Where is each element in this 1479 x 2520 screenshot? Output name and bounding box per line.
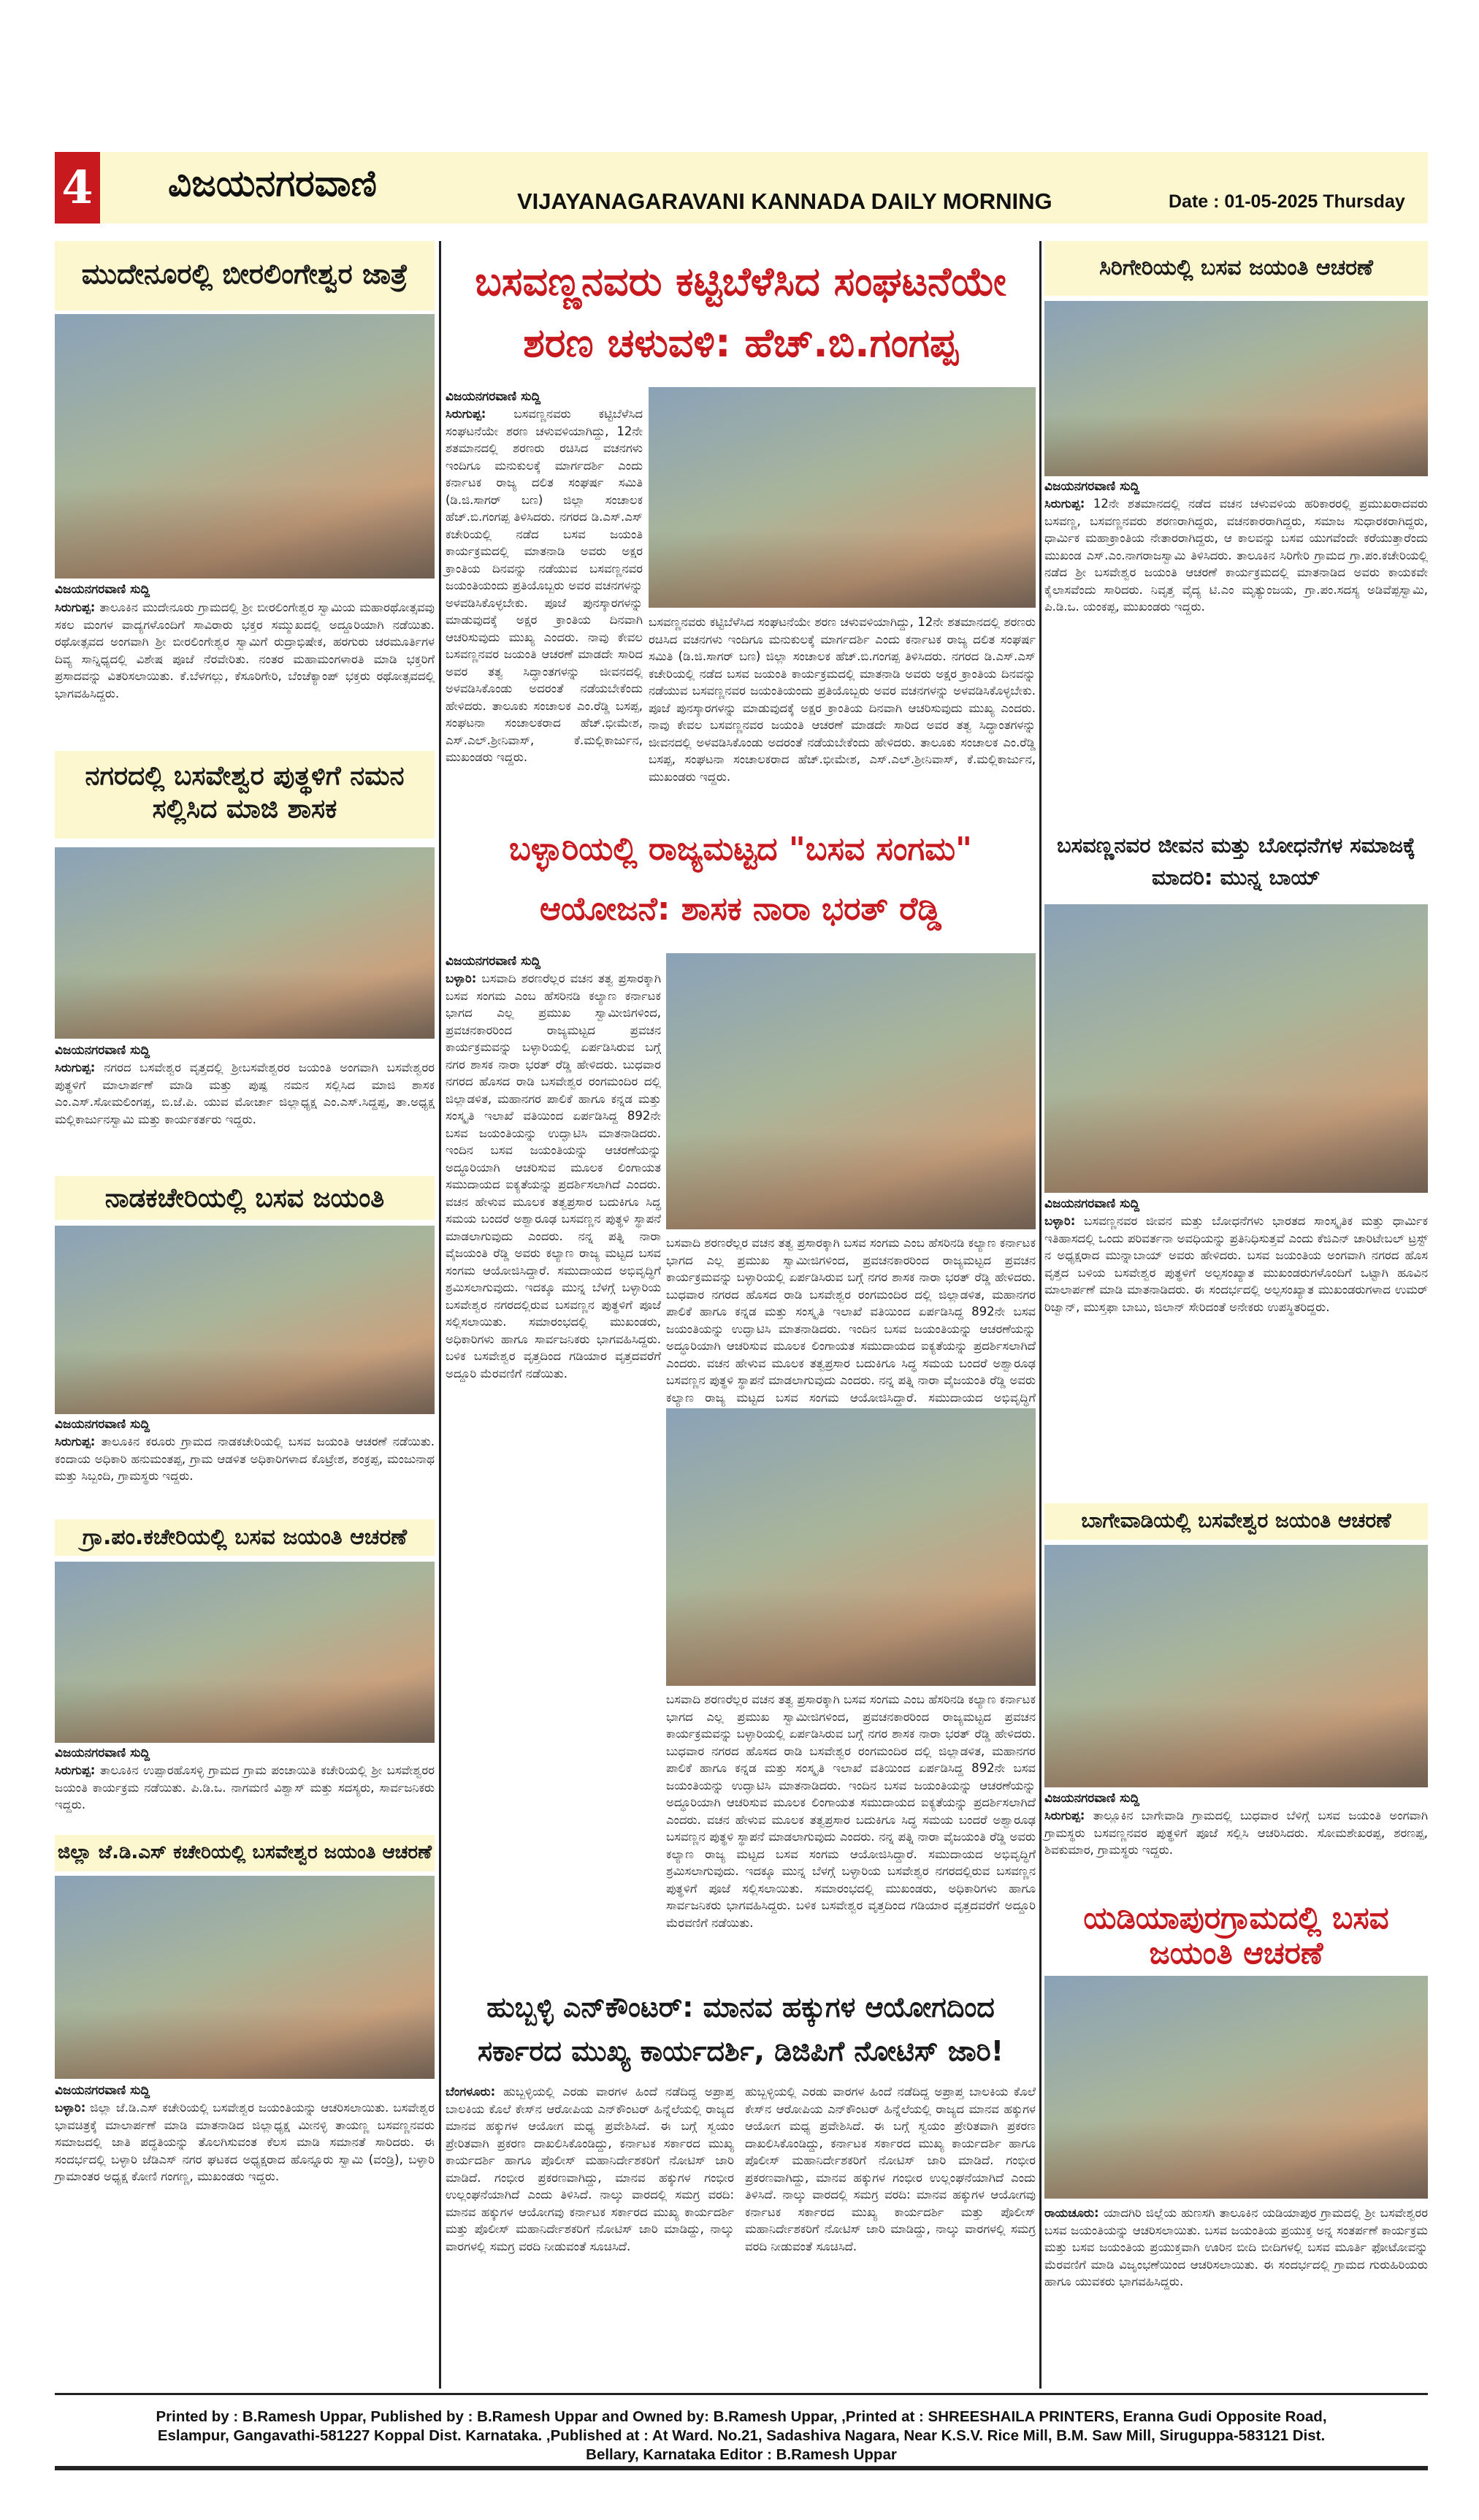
headline-sirigeri-celebration: ಸಿರಿಗೇರಿಯಲ್ಲಿ ಬಸವ ಜಯಂತಿ ಆಚರಣೆ — [1044, 241, 1428, 296]
article-munna-bhai — [1044, 1213, 1428, 1499]
dateline: ಸಿರುಗುಪ್ಪ: — [55, 1763, 96, 1777]
article-body: ಜಿಲ್ಲಾ ಜೆ.ಡಿ.ಎಸ್ ಕಚೇರಿಯಲ್ಲಿ ಬಸವೇಶ್ವರ ಜಯಂತಿಯನ್ನು ಆಚರಿಸಲಾಯಿತು. ಬಸವೇಶ್ವರ ಭಾವಚಿತ್ರಕ್ಕೆ ಮಾಲಾರ್ಪಣೆ ಮಾಡಿ ಮಾತನಾಡಿದ ಜಿಲ್ಲಾಧ್ಯಕ್ಷ ಮೀನಳ್ಳಿ ತಾಯಣ್ಣ ಬಸವಣ್ಣನವರು ಸಮಾಜದಲ್ಲಿ ಜಾತಿ ಪದ್ಧತಿಯನ್ನು ತೊಲಗಿಸುವಂತ ಕೆಲಸ ಮಾಡಿ ಸಮಾನತೆ ಸಾರಿದರು. ಈ ಸಂದರ್ಭದಲ್ಲಿ ಬಳ್ಳಾರಿ ಜೆಡಿಎಸ್ ನಗರ ಘಟಕದ ಅಧ್ಯಕ್ಷರಾದ ಹೊನ್ನೂರು ಸ್ವಾಮಿ (ವಂಡ್ರಿ), ಬಳ್ಳಾರಿ ಗ್ರಾಮಾಂತರ ಅಧ್ಯಕ್ಷ ಕೋಣಿ ಗಂಗಣ್ಣ, ಮುಖಂಡರು ಇದ್ದರು. — [55, 2101, 435, 2183]
headline-munna-bhai: ಬಸವಣ್ಣನವರ ಜೀವನ ಮತ್ತು ಬೋಧನೆಗಳ ಸಮಾಜಕ್ಕೆ ಮಾದರಿ: ಮುನ್ನ ಬಾಯ್ — [1044, 822, 1428, 902]
photo-mla-bharat-reddy-garlanding — [666, 953, 1036, 1229]
byline: ವಿಜಯನಗರವಾಣಿ ಸುದ್ದಿ — [446, 954, 541, 969]
footer-rule-top — [55, 2393, 1428, 2395]
dateline: ಬೆಂಗಳೂರು: — [446, 2085, 496, 2099]
byline: ವಿಜಯನಗರವಾಣಿ ಸುದ್ದಿ — [1044, 1791, 1140, 1806]
dateline: ಬಳ್ಳಾರಿ: — [55, 2101, 86, 2115]
photo-procession-drums — [666, 1408, 1036, 1686]
article-body: ತಾಲೂಕಿನ ಮುದೇನೂರು ಗ್ರಾಮದಲ್ಲಿ ಶ್ರೀ ಬೀರಲಿಂಗೇಶ್ವರ ಸ್ವಾಮಿಯ ಮಹಾರಥೋತ್ಸವವು ಸಕಲ ಮಂಗಳ ವಾದ್ಯಗಳೊಂದಿಗೆ ಸಾವಿರಾರು ಭಕ್ತರ ಸಮ್ಮುಖದಲ್ಲಿ ಅದ್ದೂರಿಯಾಗಿ ನಡೆಯಿತು. ರಥೋತ್ಸವದ ಅಂಗವಾಗಿ ಶ್ರೀ ಬೀರಲಿಂಗೇಶ್ವರ ಸ್ವಾಮಿಗೆ ರುದ್ರಾಭಿಷೇಕ, ಹರಗುರು ಚರಮೂರ್ತಿಗಳ ದಿವ್ಯ ಸಾನ್ನಿಧ್ಯದಲ್ಲಿ ವಿಶೇಷ ಪೂಜೆ ನೆರವೇರಿತು. ನಂತರ ಮಹಾಮಂಗಳಾರತಿ ಮಾಡಿ ಭಕ್ತರಿಗೆ ಪ್ರಸಾದವನ್ನು ವಿತರಿಸಲಾಯಿತು. ಕೆ.ಬೆಳಗಲ್ಲು, ಕೆಸೂರಿಗೇರಿ, ಬೆಂಚೆಕ್ಯಾಂಪ್ ಭಕ್ತರು ರಥೋತ್ಸವದಲ್ಲಿ ಭಾಗವಹಿಸಿದ್ದರು. — [55, 600, 435, 700]
headline-bagewadi-celebration: ಬಾಗೇವಾಡಿಯಲ್ಲಿ ಬಸವೇಶ್ವರ ಜಯಂತಿ ಆಚರಣೆ — [1044, 1503, 1428, 1540]
headline-nadakacheri-basava-jayanti: ನಾಡಕಚೇರಿಯಲ್ಲಿ ಬಸವ ಜಯಂತಿ — [55, 1176, 435, 1220]
article-basava-sangama-right — [666, 1691, 1036, 1963]
dateline: ಸಿರುಗುಪ್ಪ: — [446, 407, 486, 421]
dateline: ಸಿರುಗುಪ್ಪ: — [1044, 1809, 1085, 1822]
article-nadakacheri-basava-jayanti — [55, 1433, 435, 1513]
article-body: ಹುಬ್ಬಳ್ಳಿಯಲ್ಲಿ ಎರಡು ವಾರಗಳ ಹಿಂದೆ ನಡೆದಿದ್ದ ಅಪ್ರಾಪ್ತ ಬಾಲಕಿಯ ಕೊಲೆ ಕೇಸ್‌ನ ಆರೋಪಿಯ ಎನ್‌ಕೌಂಟರ್ ಹಿನ್ನೆಲೆಯಲ್ಲಿ ರಾಜ್ಯದ ಮಾನವ ಹಕ್ಕುಗಳ ಆಯೋಗ ಮಧ್ಯ ಪ್ರವೇಶಿಸಿದೆ. ಈ ಬಗ್ಗೆ ಸ್ವಯಂ ಪ್ರೇರಿತವಾಗಿ ಪ್ರಕರಣ ದಾಖಲಿಸಿಕೊಂಡಿದ್ದು, ಕರ್ನಾಟಕ ಸರ್ಕಾರದ ಮುಖ್ಯ ಕಾರ್ಯದರ್ಶಿ ಹಾಗೂ ಪೊಲೀಸ್ ಮಹಾನಿರ್ದೇಶಕರಿಗೆ ನೋಟಿಸ್ ಜಾರಿ ಮಾಡಿದೆ. ಗಂಭೀರ ಪ್ರಕರಣವಾಗಿದ್ದು, ಮಾನವ ಹಕ್ಕುಗಳ ಗಂಭೀರ ಉಲ್ಲಂಘನೆಯಾಗಿದೆ ಎಂದು ತಿಳಿಸಿದೆ. ನಾಲ್ಕು ವಾರದಲ್ಲಿ ಸಮಗ್ರ ವರದಿ: ಮಾನವ ಹಕ್ಕುಗಳ ಆಯೋಗವು ಕರ್ನಾಟಕ ಸರ್ಕಾರದ ಮುಖ್ಯ ಕಾರ್ಯದರ್ಶಿ ಮತ್ತು ಪೊಲೀಸ್ ಮಹಾನಿರ್ದೇಶಕರಿಗೆ ನೋಟಿಸ್ ಜಾರಿ ಮಾಡಿದ್ದು, ನಾಲ್ಕು ವಾರಗಳಲ್ಲಿ ಸಮಗ್ರ ವರದಿ ನೀಡುವಂತೆ ಸೂಚಿಸಿದೆ. — [446, 2085, 735, 2253]
imprint-line-2: Eslampur, Gangavathi-581227 Koppal Dist. Karnataka. ,Published at : At Ward. No.21, Sadashiva Nagara, Near K.S.V. Rice Mill, B.M. Saw Mill, Siruguppa-583121 Dist. — [157, 2427, 1326, 2444]
byline: ವಿಜಯನಗರವಾಣಿ ಸುದ್ದಿ — [55, 1746, 150, 1760]
dateline: ಸಿರುಗುಪ್ಪ: — [55, 1061, 96, 1074]
article-body-continued: ಬಸವಾದಿ ಶರಣರೆಲ್ಲರ ವಚನ ತತ್ವ ಪ್ರಸಾರಕ್ಕಾಗಿ ಬಸವ ಸಂಗಮ ಎಂಬ ಹೆಸರಿನಡಿ ಕಲ್ಯಾಣ ಕರ್ನಾಟಕ ಭಾಗದ ಎಲ್ಲ ಪ್ರಮುಖ ಸ್ವಾಮೀಜಿಗಳಿಂದ, ಪ್ರವಚನಕಾರರಿಂದ ರಾಜ್ಯಮಟ್ಟದ ಪ್ರವಚನ ಕಾರ್ಯಕ್ರಮವನ್ನು ಬಳ್ಳಾರಿಯಲ್ಲಿ ಏರ್ಪಡಿಸಿರುವ ಬಗ್ಗೆ ನಗರ ಶಾಸಕ ನಾರಾ ಭರತ್ ರೆಡ್ಡಿ ಹೇಳಿದರು. ಬುಧವಾರ ನಗರದ ಹೊಸದ ರಾಡಿ ಬಸವೇಶ್ವರ ರಂಗಮಂದಿರ ದಲ್ಲಿ ಜಿಲ್ಲಾಡಳಿತ, ಮಹಾನಗರ ಪಾಲಿಕೆ ಹಾಗೂ ಕನ್ನಡ ಮತ್ತು ಸಂಸ್ಕೃತಿ ಇಲಾಖೆ ವತಿಯಿಂದ ಏರ್ಪಡಿಸಿದ್ದ 892ನೇ ಬಸವ ಜಯಂತಿಯನ್ನು ಉದ್ಘಾಟಿಸಿ ಮಾತನಾಡಿದರು. ಇಂದಿನ ಬಸವ ಜಯಂತಿಯನ್ನು ಆಚರಣೆಯನ್ನು ಅದ್ಧೂರಿಯಾಗಿ ಆಚರಿಸುವ ಮೂಲಕ ಲಿಂಗಾಯತ ಸಮುದಾಯದ ಐಕ್ಯತೆಯನ್ನು ಪ್ರದರ್ಶಿಸಲಾಗಿದೆ ಎಂದರು. ವಚನ ಹೇಳುವ ಮೂಲಕ ತತ್ವಪ್ರಸಾರ ಬದುಕಿಗೂ ಸಿದ್ಧ ಸಮಯ ಬಂದರೆ ಅಶ್ವಾರೂಢ ಬಸವಣ್ಣನ ಪುತ್ಥಳಿ ಸ್ಥಾಪನೆ ಮಾಡಲಾಗುವುದು ಎಂದರು. ನನ್ನ ಪತ್ನಿ ನಾರಾ ವೈಜಯಂತಿ ರೆಡ್ಡಿ ಅವರು ಕಲ್ಯಾಣ ರಾಜ್ಯ ಮಟ್ಟದ ಬಸವ ಸಂಗಮ ಆಯೋಜಿಸಿದ್ದಾರೆ. ಸಮುದಾಯದ ಅಭಿವೃದ್ಧಿಗೆ ಶ್ರಮಿಸಲಾಗುವುದು. ಇದಕ್ಕೂ ಮುನ್ನ ಬೆಳಗ್ಗೆ ಬಳ್ಳಾರಿಯ ಬಸವೇಶ್ವರ ನಗರದಲ್ಲಿರುವ ಬಸವಣ್ಣನ ಪುತ್ಥಳಿಗೆ ಪೂಜೆ ಸಲ್ಲಿಸಲಾಯಿತು. ಸಮಾರಂಭದಲ್ಲಿ ಮುಖಂಡರು, ಅಧಿಕಾರಿಗಳು ಹಾಗೂ ಸಾರ್ವಜನಿಕರು ಭಾಗವಹಿಸಿದ್ದರು. ಬಳಿಕ ಬಸವೇಶ್ವರ ವೃತ್ತದಿಂದ ಗಡಿಯಾರ ವೃತ್ತದವರೆಗೆ ಅದ್ದೂರಿ ಮೆರವಣಿಗೆ ನಡೆಯಿತು. — [666, 1692, 1036, 1930]
article-grama-panchayat-celebration — [55, 1762, 435, 1831]
article-basava-sangama-left — [446, 970, 661, 1963]
column-rule-right — [1039, 241, 1042, 2389]
article-body-continued: ಹುಬ್ಬಳ್ಳಿಯಲ್ಲಿ ಎರಡು ವಾರಗಳ ಹಿಂದೆ ನಡೆದಿದ್ದ ಅಪ್ರಾಪ್ತ ಬಾಲಕಿಯ ಕೊಲೆ ಕೇಸ್‌ನ ಆರೋಪಿಯ ಎನ್‌ಕೌಂಟರ್ ಹಿನ್ನೆಲೆಯಲ್ಲಿ ರಾಜ್ಯದ ಮಾನವ ಹಕ್ಕುಗಳ ಆಯೋಗ ಮಧ್ಯ ಪ್ರವೇಶಿಸಿದೆ. ಈ ಬಗ್ಗೆ ಸ್ವಯಂ ಪ್ರೇರಿತವಾಗಿ ಪ್ರಕರಣ ದಾಖಲಿಸಿಕೊಂಡಿದ್ದು, ಕರ್ನಾಟಕ ಸರ್ಕಾರದ ಮುಖ್ಯ ಕಾರ್ಯದರ್ಶಿ ಹಾಗೂ ಪೊಲೀಸ್ ಮಹಾನಿರ್ದೇಶಕರಿಗೆ ನೋಟಿಸ್ ಜಾರಿ ಮಾಡಿದೆ. ಗಂಭೀರ ಪ್ರಕರಣವಾಗಿದ್ದು, ಮಾನವ ಹಕ್ಕುಗಳ ಗಂಭೀರ ಉಲ್ಲಂಘನೆಯಾಗಿದೆ ಎಂದು ತಿಳಿಸಿದೆ. ನಾಲ್ಕು ವಾರದಲ್ಲಿ ಸಮಗ್ರ ವರದಿ: ಮಾನವ ಹಕ್ಕುಗಳ ಆಯೋಗವು ಕರ್ನಾಟಕ ಸರ್ಕಾರದ ಮುಖ್ಯ ಕಾರ್ಯದರ್ಶಿ ಮತ್ತು ಪೊಲೀಸ್ ಮಹಾನಿರ್ದೇಶಕರಿಗೆ ನೋಟಿಸ್ ಜಾರಿ ಮಾಡಿದ್ದು, ನಾಲ್ಕು ವಾರಗಳಲ್ಲಿ ಸಮಗ್ರ ವರದಿ ನೀಡುವಂತೆ ಸೂಚಿಸಿದೆ. — [745, 2085, 1036, 2253]
headline-sharana-movement: ಬಸವಣ್ಣನವರು ಕಟ್ಟಿಬೆಳೆಸಿದ ಸಂಘಟನೆಯೇ ಶರಣ ಚಳುವಳಿ: ಹೆಚ್.ಬಿ.ಗಂಗಪ್ಪ — [446, 241, 1036, 383]
article-sharana-movement-right — [649, 614, 1036, 803]
masthead-title-english: VIJAYANAGARAVANI KANNADA DAILY MORNING — [517, 188, 1052, 214]
dateline: ಸಿರುಗುಪ್ಪ: — [55, 1435, 96, 1448]
article-body: ತಾಲ್ಲೂಕಿನ ಬಾಗೇವಾಡಿ ಗ್ರಾಮದಲ್ಲಿ ಬುಧವಾರ ಬೆಳಿಗ್ಗೆ ಬಸವ ಜಯಂತಿ ಅಂಗವಾಗಿ ಗ್ರಾಮಸ್ಥರು ಬಸವಣ್ಣನವರ ಪುತ್ಥಳಿಗೆ ಪೂಜೆ ಸಲ್ಲಿಸಿ ಆಚರಿಸಿದರು. ಸೋಮಶೇಖರಪ್ಪ, ಶರಣಪ್ಪ, ಶಿವಕುಮಾರ, ಗ್ರಾಮಸ್ಥರು ಇದ್ದರು. — [1044, 1809, 1428, 1857]
dateline: ಬಳ್ಳಾರಿ: — [1044, 1214, 1076, 1228]
byline: ವಿಜಯನಗರವಾಣಿ ಸುದ್ದಿ — [55, 2083, 150, 2098]
photo-grama-panchayat-event — [55, 1562, 435, 1743]
article-hubballi-encounter-right — [745, 2083, 1036, 2384]
article-bagewadi-celebration — [1044, 1807, 1428, 1893]
photo-sirigeri-group — [1044, 301, 1428, 476]
article-body: ಯಾದಗಿರಿ ಜಿಲ್ಲೆಯ ಹುಣಸಗಿ ತಾಲೂಕಿನ ಯಡಿಯಾಪುರ ಗ್ರಾಮದಲ್ಲಿ ಶ್ರೀ ಬಸವೇಶ್ವರರ ಬಸವ ಜಯಂತಿಯನ್ನು ಆಚರಿಸಲಾಯಿತು. ಬಸವ ಜಯಂತಿಯ ಪ್ರಯುಕ್ತ ಅನ್ನ ಸಂತರ್ಪಣೆ ಕಾರ್ಯಕ್ರಮ ಮತ್ತು ಬಸವ ಜಯಂತಿಯ ಪ್ರಯುಕ್ತವಾಗಿ ಊರಿನ ಬೀದಿ ಬೀದಿಗಳಲ್ಲಿ ಬಸವ ಮೂರ್ತಿ ಫೋಟೋವನ್ನು ಮೆರವಣಿಗೆ ಮಾಡಿ ವಿಜೃಂಭಣೆಯಿಂದ ಆಚರಿಸಲಾಯಿತು. ಈ ಸಂದರ್ಭದಲ್ಲಿ ಗ್ರಾಮದ ಗುರುಹಿರಿಯರು ಹಾಗೂ ಯುವಕರು ಭಾಗವಹಿಸಿದ್ದರು. — [1044, 2206, 1429, 2288]
article-body: ಬಸವಾದಿ ಶರಣರೆಲ್ಲರ ವಚನ ತತ್ವ ಪ್ರಸಾರಕ್ಕಾಗಿ ಬಸವ ಸಂಗಮ ಎಂಬ ಹೆಸರಿನಡಿ ಕಲ್ಯಾಣ ಕರ್ನಾಟಕ ಭಾಗದ ಎಲ್ಲ ಪ್ರಮುಖ ಸ್ವಾಮೀಜಿಗಳಿಂದ, ಪ್ರವಚನಕಾರರಿಂದ ರಾಜ್ಯಮಟ್ಟದ ಪ್ರವಚನ ಕಾರ್ಯಕ್ರಮವನ್ನು ಬಳ್ಳಾರಿಯಲ್ಲಿ ಏರ್ಪಡಿಸಿರುವ ಬಗ್ಗೆ ನಗರ ಶಾಸಕ ನಾರಾ ಭರತ್ ರೆಡ್ಡಿ ಹೇಳಿದರು. ಬುಧವಾರ ನಗರದ ಹೊಸದ ರಾಡಿ ಬಸವೇಶ್ವರ ರಂಗಮಂದಿರ ದಲ್ಲಿ ಜಿಲ್ಲಾಡಳಿತ, ಮಹಾನಗರ ಪಾಲಿಕೆ ಹಾಗೂ ಕನ್ನಡ ಮತ್ತು ಸಂಸ್ಕೃತಿ ಇಲಾಖೆ ವತಿಯಿಂದ ಏರ್ಪಡಿಸಿದ್ದ 892ನೇ ಬಸವ ಜಯಂತಿಯನ್ನು ಉದ್ಘಾಟಿಸಿ ಮಾತನಾಡಿದರು. ಇಂದಿನ ಬಸವ ಜಯಂತಿಯನ್ನು ಆಚರಣೆಯನ್ನು ಅದ್ಧೂರಿಯಾಗಿ ಆಚರಿಸುವ ಮೂಲಕ ಲಿಂಗಾಯತ ಸಮುದಾಯದ ಐಕ್ಯತೆಯನ್ನು ಪ್ರದರ್ಶಿಸಲಾಗಿದೆ ಎಂದರು. ವಚನ ಹೇಳುವ ಮೂಲಕ ತತ್ವಪ್ರಸಾರ ಬದುಕಿಗೂ ಸಿದ್ಧ ಸಮಯ ಬಂದರೆ ಅಶ್ವಾರೂಢ ಬಸವಣ್ಣನ ಪುತ್ಥಳಿ ಸ್ಥಾಪನೆ ಮಾಡಲಾಗುವುದು ಎಂದರು. ನನ್ನ ಪತ್ನಿ ನಾರಾ ವೈಜಯಂತಿ ರೆಡ್ಡಿ ಅವರು ಕಲ್ಯಾಣ ರಾಜ್ಯ ಮಟ್ಟದ ಬಸವ ಸಂಗಮ ಆಯೋಜಿಸಿದ್ದಾರೆ. ಸಮುದಾಯದ ಅಭಿವೃದ್ಧಿಗೆ ಶ್ರಮಿಸಲಾಗುವುದು. ಇದಕ್ಕೂ ಮುನ್ನ ಬೆಳಗ್ಗೆ ಬಳ್ಳಾರಿಯ ಬಸವೇಶ್ವರ ನಗರದಲ್ಲಿರುವ ಬಸವಣ್ಣನ ಪುತ್ಥಳಿಗೆ ಪೂಜೆ ಸಲ್ಲಿಸಲಾಯಿತು. ಸಮಾರಂಭದಲ್ಲಿ ಮುಖಂಡರು, ಅಧಿಕಾರಿಗಳು ಹಾಗೂ ಸಾರ್ವಜನಿಕರು ಭಾಗವಹಿಸಿದ್ದರು. ಬಳಿಕ ಬಸವೇಶ್ವರ ವೃತ್ತದಿಂದ ಗಡಿಯಾರ ವೃತ್ತದವರೆಗೆ ಅದ್ದೂರಿ ಮೆರವಣಿಗೆ ನಡೆಯಿತು. — [446, 971, 661, 1381]
column-rule-left — [439, 241, 441, 2389]
imprint-line-3: Bellary, Karnataka Editor : B.Ramesh Uppar — [586, 2446, 897, 2463]
footer-rule-bottom — [55, 2466, 1428, 2470]
article-hubballi-encounter-left — [446, 2083, 734, 2384]
article-sirigeri-celebration — [1044, 495, 1428, 817]
article-yadiyapura-celebration — [1044, 2204, 1428, 2384]
byline: ವಿಜಯನಗರವಾಣಿ ಸುದ್ದಿ — [1044, 479, 1140, 494]
photo-jds-office-event — [55, 1876, 435, 2079]
article-body: ಬಸವಣ್ಣನವರು ಕಟ್ಟಿಬೆಳೆಸಿದ ಸಂಘಟನೆಯೇ ಶರಣ ಚಳುವಳಿಯಾಗಿದ್ದು, 12ನೇ ಶತಮಾನದಲ್ಲಿ ಶರಣರು ರಚಿಸಿದ ವಚನಗಳು ಇಂದಿಗೂ ಮನುಕುಲಕ್ಕೆ ಮಾರ್ಗದರ್ಶಿ ಎಂದು ಕರ್ನಾಟಕ ರಾಜ್ಯ ದಲಿತ ಸಂಘರ್ಷ ಸಮಿತಿ (ಡಿ.ಜಿ.ಸಾಗರ್ ಬಣ) ಜಿಲ್ಲಾ ಸಂಚಾಲಕ ಹೆಚ್.ಬಿ.ಗಂಗಪ್ಪ ತಿಳಿಸಿದರು. ನಗರದ ಡಿ.ಎಸ್.ಎಸ್ ಕಚೇರಿಯಲ್ಲಿ ನಡೆದ ಬಸವ ಜಯಂತಿ ಕಾರ್ಯಕ್ರಮದಲ್ಲಿ ಮಾತನಾಡಿ ಅವರು ಅಕ್ಷರ ಕ್ರಾಂತಿಯ ದಿನವನ್ನು ನಡೆಯುವ ಬಸವಣ್ಣನವರ ಜಯಂತಿಯಂದು ಪ್ರತಿಯೊಬ್ಬರು ಅವರ ವಚನಗಳನ್ನು ಅಳವಡಿಸಿಕೊಳ್ಳಬೇಕು. ಪೂಜೆ ಪುನಸ್ಕಾರಗಳನ್ನು ಮಾಡುವುದಕ್ಕೆ ಅಕ್ಷರ ಕ್ರಾಂತಿಯ ದಿನವಾಗಿ ಆಚರಿಸುವುದು ಮುಖ್ಯ ಎಂದರು. ನಾವು ಕೇವಲ ಬಸವಣ್ಣನವರ ಜಯಂತಿ ಆಚರಣೆ ಮಾಡದೇ ಸಾರಿದ ಅವರ ತತ್ವ ಸಿದ್ಧಾಂತಗಳನ್ನು ಜೀವನದಲ್ಲಿ ಅಳವಡಿಸಿಕೊಂಡು ಅದರಂತೆ ನಡೆಯಬೇಕೆಂದು ಹೇಳಿದರು. ತಾಲೂಕು ಸಂಚಾಲಕ ಎಂ.ರೆಡ್ಡಿ ಬಸಪ್ಪ, ಸಂಘಟನಾ ಸಂಚಾಲಕರಾದ ಹೆಚ್.ಭೀಮೇಶ, ಎಸ್.ಎಲ್.ಶ್ರೀನಿವಾಸ್, ಕೆ.ಮಲ್ಲಿಕಾರ್ಜುನ, ಮುಖಂಡರು ಇದ್ದರು. — [446, 407, 643, 764]
photo-munna-bhai-statue-tribute — [1044, 904, 1428, 1193]
article-former-mla-tribute — [55, 1059, 435, 1172]
photo-yadiyapura-event — [1044, 1976, 1428, 2199]
article-body: ತಾಲೂಕಿನ ಕರೂರು ಗ್ರಾಮದ ನಾಡಕಚೇರಿಯಲ್ಲಿ ಬಸವ ಜಯಂತಿ ಆಚರಣೆ ನಡೆಯಿತು. ಕಂದಾಯ ಅಧಿಕಾರಿ ಹನುಮಂತಪ್ಪ, ಗ್ರಾಮ ಆಡಳಿತ ಅಧಿಕಾರಿಗಳಾದ ಕೊಟ್ರೇಶ, ಶಂಕ್ರಪ್ಪ, ಮಂಜುನಾಥ ಮತ್ತು ಸಿಬ್ಬಂದಿ, ಗ್ರಾಮಸ್ಥರು ಇದ್ದರು. — [55, 1435, 435, 1483]
article-body: ಬಸವಣ್ಣನವರ ಜೀವನ ಮತ್ತು ಬೋಧನೆಗಳು ಭಾರತದ ಸಾಂಸ್ಕೃತಿಕ ಮತ್ತು ಧಾರ್ಮಿಕ ಇತಿಹಾಸದಲ್ಲಿ ಒಂದು ಪರಿವರ್ತನಾ ಅವಧಿಯನ್ನು ಪ್ರತಿನಿಧಿಸುತ್ತವೆ ಎಂದು ಕೆಜಿಎನ್ ಚಾರಿಟೇಬಲ್ ಟ್ರಸ್ಟ್ ನ ಅಧ್ಯಕ್ಷರಾದ ಮುನ್ನಾಬಾಯ್ ಅವರು ಹೇಳಿದರು. ಬಸವ ಜಯಂತಿಯ ಅಂಗವಾಗಿ ನಗರದ ಹೊಸ ವೃತ್ತದ ಬಳಿಯ ಬಸವೇಶ್ವರ ಪುತ್ಥಳಿಗೆ ಅಲ್ಪಸಂಖ್ಯಾತ ಮುಖಂಡರುಗಳೊಂದಿಗೆ ಒಟ್ಟಾಗಿ ಹೂವಿನ ಮಾಲಾರ್ಪಣೆ ಮಾಡಿ ಮಾತನಾಡಿದರು. ಈ ಸಂದರ್ಭದಲ್ಲಿ ಅಲ್ಪಸಂಖ್ಯಾತ ಮುಖಂಡರುಗಳಾದ ಉಮರ್ ರಿಜ್ವಾನ್, ಮುಸ್ತಫಾ ಬಾಬು, ಜಿಲಾನ್ ಸೇರಿದಂತೆ ಅನೇಕರು ಉಪಸ್ಥಿತರಿದ್ದರು. — [1044, 1214, 1429, 1314]
article-body-continued: ಬಸವಾದಿ ಶರಣರೆಲ್ಲರ ವಚನ ತತ್ವ ಪ್ರಸಾರಕ್ಕಾಗಿ ಬಸವ ಸಂಗಮ ಎಂಬ ಹೆಸರಿನಡಿ ಕಲ್ಯಾಣ ಕರ್ನಾಟಕ ಭಾಗದ ಎಲ್ಲ ಪ್ರಮುಖ ಸ್ವಾಮೀಜಿಗಳಿಂದ, ಪ್ರವಚನಕಾರರಿಂದ ರಾಜ್ಯಮಟ್ಟದ ಪ್ರವಚನ ಕಾರ್ಯಕ್ರಮವನ್ನು ಬಳ್ಳಾರಿಯಲ್ಲಿ ಏರ್ಪಡಿಸಿರುವ ಬಗ್ಗೆ ನಗರ ಶಾಸಕ ನಾರಾ ಭರತ್ ರೆಡ್ಡಿ ಹೇಳಿದರು. ಬುಧವಾರ ನಗರದ ಹೊಸದ ರಾಡಿ ಬಸವೇಶ್ವರ ರಂಗಮಂದಿರ ದಲ್ಲಿ ಜಿಲ್ಲಾಡಳಿತ, ಮಹಾನಗರ ಪಾಲಿಕೆ ಹಾಗೂ ಕನ್ನಡ ಮತ್ತು ಸಂಸ್ಕೃತಿ ಇಲಾಖೆ ವತಿಯಿಂದ ಏರ್ಪಡಿಸಿದ್ದ 892ನೇ ಬಸವ ಜಯಂತಿಯನ್ನು ಉದ್ಘಾಟಿಸಿ ಮಾತನಾಡಿದರು. ಇಂದಿನ ಬಸವ ಜಯಂತಿಯನ್ನು ಆಚರಣೆಯನ್ನು ಅದ್ಧೂರಿಯಾಗಿ ಆಚರಿಸುವ ಮೂಲಕ ಲಿಂಗಾಯತ ಸಮುದಾಯದ ಐಕ್ಯತೆಯನ್ನು ಪ್ರದರ್ಶಿಸಲಾಗಿದೆ ಎಂದರು. ವಚನ ಹೇಳುವ ಮೂಲಕ ತತ್ವಪ್ರಸಾರ ಬದುಕಿಗೂ ಸಿದ್ಧ ಸಮಯ ಬಂದರೆ ಅಶ್ವಾರೂಢ ಬಸವಣ್ಣನ ಪುತ್ಥಳಿ ಸ್ಥಾಪನೆ ಮಾಡಲಾಗುವುದು ಎಂದರು. ನನ್ನ ಪತ್ನಿ ನಾರಾ ವೈಜಯಂತಿ ರೆಡ್ಡಿ ಅವರು ಕಲ್ಯಾಣ ರಾಜ್ಯ ಮಟ್ಟದ ಬಸವ ಸಂಗಮ ಆಯೋಜಿಸಿದ್ದಾರೆ. ಸಮುದಾಯದ ಅಭಿವೃದ್ಧಿಗೆ — [666, 1236, 1036, 1405]
headline-grama-panchayat-celebration: ಗ್ರಾ.ಪಂ.ಕಚೇರಿಯಲ್ಲಿ ಬಸವ ಜಯಂತಿ ಆಚರಣೆ — [55, 1519, 435, 1556]
article-basava-sangama-mid — [666, 1234, 1036, 1405]
imprint-line-1: Printed by : B.Ramesh Uppar, Published by : B.Ramesh Uppar and Owned by: B.Ramesh Uppar, ,Printed at : SHREESHAILA PRINTERS, Eranna Gudi Opposite Road, — [156, 2408, 1327, 2425]
photo-chariot-festival — [55, 314, 435, 579]
masthead-date: Date : 01-05-2025 Thursday — [1169, 191, 1405, 212]
photo-nadakacheri-event — [55, 1226, 435, 1414]
photo-basaveshwar-statue — [55, 847, 435, 1039]
headline-former-mla-tribute: ನಗರದಲ್ಲಿ ಬಸವೇಶ್ವರ ಪುತ್ಥಳಿಗೆ ನಮನ ಸಲ್ಲಿಸಿದ ಮಾಜಿ ಶಾಸಕ — [55, 751, 435, 839]
dateline: ಸಿರುಗುಪ್ಪ: — [1044, 497, 1085, 511]
photo-dss-office-event — [649, 387, 1036, 608]
byline: ವಿಜಯನಗರವಾಣಿ ಸುದ್ದಿ — [55, 1417, 150, 1432]
headline-basava-sangama: ಬಳ್ಳಾರಿಯಲ್ಲಿ ರಾಜ್ಯಮಟ್ಟದ "ಬಸವ ಸಂಗಮ" ಆಯೋಜನೆ: ಶಾಸಕ ನಾರಾ ಭರತ್ ರೆಡ್ಡಿ — [446, 809, 1036, 948]
headline-jds-office-celebration: ಜಿಲ್ಲಾ ಜೆ.ಡಿ.ಎಸ್ ಕಚೇರಿಯಲ್ಲಿ ಬಸವೇಶ್ವರ ಜಯಂತಿ ಆಚರಣೆ — [55, 1835, 435, 1871]
byline: ವಿಜಯನಗರವಾಣಿ ಸುದ್ದಿ — [446, 389, 541, 404]
headline-hubballi-encounter: ಹುಬ್ಬಳ್ಳಿ ಎನ್‌ಕೌಂಟರ್: ಮಾನವ ಹಕ್ಕುಗಳ ಆಯೋಗದಿಂದ ಸರ್ಕಾರದ ಮುಖ್ಯ ಕಾರ್ಯದರ್ಶಿ, ಡಿಜಿಪಿಗೆ ನೋಟಿಸ್ ಜಾರಿ! — [446, 1972, 1036, 2078]
headline-yadiyapura-celebration: ಯಡಿಯಾಪುರಗ್ರಾಮದಲ್ಲಿ ಬಸವ ಜಯಂತಿ ಆಚರಣೆ — [1044, 1899, 1428, 1972]
headline-birlingeshwar-fair: ಮುದೇನೂರಲ್ಲಿ ಬೀರಲಿಂಗೇಶ್ವರ ಜಾತ್ರೆ — [55, 241, 435, 310]
masthead-title-kannada: ವಿಜಯನಗರವಾಣಿ — [168, 162, 377, 205]
photo-bagewadi-statue — [1044, 1545, 1428, 1787]
byline: ವಿಜಯನಗರವಾಣಿ ಸುದ್ದಿ — [55, 1043, 150, 1058]
page-number: 4 — [55, 152, 100, 224]
article-body: 12ನೇ ಶತಮಾನದಲ್ಲಿ ನಡೆದ ವಚನ ಚಳುವಳಿಯ ಹರಿಕಾರರಲ್ಲಿ ಪ್ರಮುಖರಾದವರು ಬಸವಣ್ಣ, ಬಸವಣ್ಣನವರು ಶರಣರಾಗಿದ್ದರು, ವಚನಕಾರರಾಗಿದ್ದರು, ಸಮಾಜ ಸುಧಾರಕರಾಗಿದ್ದರು, ಧಾರ್ಮಿಕ ಮಹಾಕ್ರಾಂತಿಯ ನೇತಾರರಾಗಿದ್ದರು, ಆ ಕಾಲವನ್ನು ಬಸವ ಯುಗವೆಂದೇ ಕರೆಯುತ್ತಾರೆಂದು ಮುಖಂಡ ಎಸ್.ಎಂ.ನಾಗರಾಜಸ್ವಾಮಿ ತಿಳಿಸಿದರು. ತಾಲೂಕಿನ ಸಿರಿಗೇರಿ ಗ್ರಾಮದ ಗ್ರಾ.ಪಂ.ಕಚೇರಿಯಲ್ಲಿ ನಡೆದ ಶ್ರೀ ಬಸವೇಶ್ವರ ಜಯಂತಿ ಆಚರಣೆ ಕಾರ್ಯಕ್ರಮದಲ್ಲಿ ಮಾತನಾಡಿದ ಅವರು ಕಾಯಕವೇ ಕೈಲಾಸವೆಂದು ಸಾರಿದರು. ನಿವೃತ್ತ ವೈದ್ಯ ಟಿ.ಎಂ ಮೃತ್ಯುಂಜಯ, ಗ್ರಾ.ಪಂ.ಸದಸ್ಯ ಅಡಿವೆಪ್ಪಸ್ವಾಮಿ, ಪಿ.ಡಿ.ಒ. ಯಂಕಪ್ಪ, ಮುಖಂಡರು ಇದ್ದರು. — [1044, 497, 1429, 614]
article-body: ನಗರದ ಬಸವೇಶ್ವರ ವೃತ್ತದಲ್ಲಿ ಶ್ರೀಬಸವೇಶ್ವರರ ಜಯಂತಿ ಅಂಗವಾಗಿ ಬಸವೇಶ್ವರರ ಪುತ್ಥಳಿಗೆ ಮಾಲಾರ್ಪಣೆ ಮಾಡಿ ಮತ್ತು ಪುಷ್ಪ ನಮನ ಸಲ್ಲಿಸಿದ ಮಾಜಿ ಶಾಸಕ ಎಂ.ಎಸ್.ಸೋಮಲಿಂಗಪ್ಪ, ಬಿ.ಜೆ.ಪಿ. ಯುವ ಮೋರ್ಚಾ ಜಿಲ್ಲಾಧ್ಯಕ್ಷ ಎಂ.ಎಸ್.ಸಿದ್ದಪ್ಪ, ತಾ.ಅಧ್ಯಕ್ಷ ಮಲ್ಲಿಕಾರ್ಜುನಸ್ವಾಮಿ ಮತ್ತು ಕಾರ್ಯಕರ್ತರು ಇದ್ದರು. — [55, 1061, 435, 1126]
dateline: ಸಿರುಗುಪ್ಪ: — [55, 600, 96, 614]
imprint-footer — [55, 2408, 1428, 2464]
dateline: ಬಳ್ಳಾರಿ: — [446, 971, 477, 985]
dateline: ರಾಯಚೂರು: — [1044, 2206, 1099, 2220]
byline: ವಿಜಯನಗರವಾಣಿ ಸುದ್ದಿ — [55, 582, 150, 597]
article-jds-office-celebration — [55, 2099, 435, 2386]
article-body-continued: ಬಸವಣ್ಣನವರು ಕಟ್ಟಿಬೆಳೆಸಿದ ಸಂಘಟನೆಯೇ ಶರಣ ಚಳುವಳಿಯಾಗಿದ್ದು, 12ನೇ ಶತಮಾನದಲ್ಲಿ ಶರಣರು ರಚಿಸಿದ ವಚನಗಳು ಇಂದಿಗೂ ಮನುಕುಲಕ್ಕೆ ಮಾರ್ಗದರ್ಶಿ ಎಂದು ಕರ್ನಾಟಕ ರಾಜ್ಯ ದಲಿತ ಸಂಘರ್ಷ ಸಮಿತಿ (ಡಿ.ಜಿ.ಸಾಗರ್ ಬಣ) ಜಿಲ್ಲಾ ಸಂಚಾಲಕ ಹೆಚ್.ಬಿ.ಗಂಗಪ್ಪ ತಿಳಿಸಿದರು. ನಗರದ ಡಿ.ಎಸ್.ಎಸ್ ಕಚೇರಿಯಲ್ಲಿ ನಡೆದ ಬಸವ ಜಯಂತಿ ಕಾರ್ಯಕ್ರಮದಲ್ಲಿ ಮಾತನಾಡಿ ಅವರು ಅಕ್ಷರ ಕ್ರಾಂತಿಯ ದಿನವನ್ನು ನಡೆಯುವ ಬಸವಣ್ಣನವರ ಜಯಂತಿಯಂದು ಪ್ರತಿಯೊಬ್ಬರು ಅವರ ವಚನಗಳನ್ನು ಅಳವಡಿಸಿಕೊಳ್ಳಬೇಕು. ಪೂಜೆ ಪುನಸ್ಕಾರಗಳನ್ನು ಮಾಡುವುದಕ್ಕೆ ಅಕ್ಷರ ಕ್ರಾಂತಿಯ ದಿನವಾಗಿ ಆಚರಿಸುವುದು ಮುಖ್ಯ ಎಂದರು. ನಾವು ಕೇವಲ ಬಸವಣ್ಣನವರ ಜಯಂತಿ ಆಚರಣೆ ಮಾಡದೇ ಸಾರಿದ ಅವರ ತತ್ವ ಸಿದ್ಧಾಂತಗಳನ್ನು ಜೀವನದಲ್ಲಿ ಅಳವಡಿಸಿಕೊಂಡು ಅದರಂತೆ ನಡೆಯಬೇಕೆಂದು ಹೇಳಿದರು. ತಾಲೂಕು ಸಂಚಾಲಕ ಎಂ.ರೆಡ್ಡಿ ಬಸಪ್ಪ, ಸಂಘಟನಾ ಸಂಚಾಲಕರಾದ ಹೆಚ್.ಭೀಮೇಶ, ಎಸ್.ಎಲ್.ಶ್ರೀನಿವಾಸ್, ಕೆ.ಮಲ್ಲಿಕಾರ್ಜುನ, ಮುಖಂಡರು ಇದ್ದರು. — [649, 615, 1036, 784]
byline: ವಿಜಯನಗರವಾಣಿ ಸುದ್ದಿ — [1044, 1196, 1140, 1211]
article-sharana-movement-left — [446, 405, 643, 764]
article-body: ತಾಲೂಕಿನ ಉಪ್ಪಾರಹೊಸಳ್ಳಿ ಗ್ರಾಮದ ಗ್ರಾಮ ಪಂಚಾಯಿತಿ ಕಚೇರಿಯಲ್ಲಿ ಶ್ರೀ ಬಸವೇಶ್ವರರ ಜಯಂತಿ ಕಾರ್ಯಕ್ರಮ ನಡೆಯಿತು. ಪಿ.ಡಿ.ಒ. ನಾಗಮಣಿ ವಿಶ್ವಾಸ್ ಮತ್ತು ಸದಸ್ಯರು, ಸಾರ್ವಜನಿಕರು ಇದ್ದರು. — [55, 1763, 435, 1811]
article-birlingeshwar-fair — [55, 599, 435, 741]
